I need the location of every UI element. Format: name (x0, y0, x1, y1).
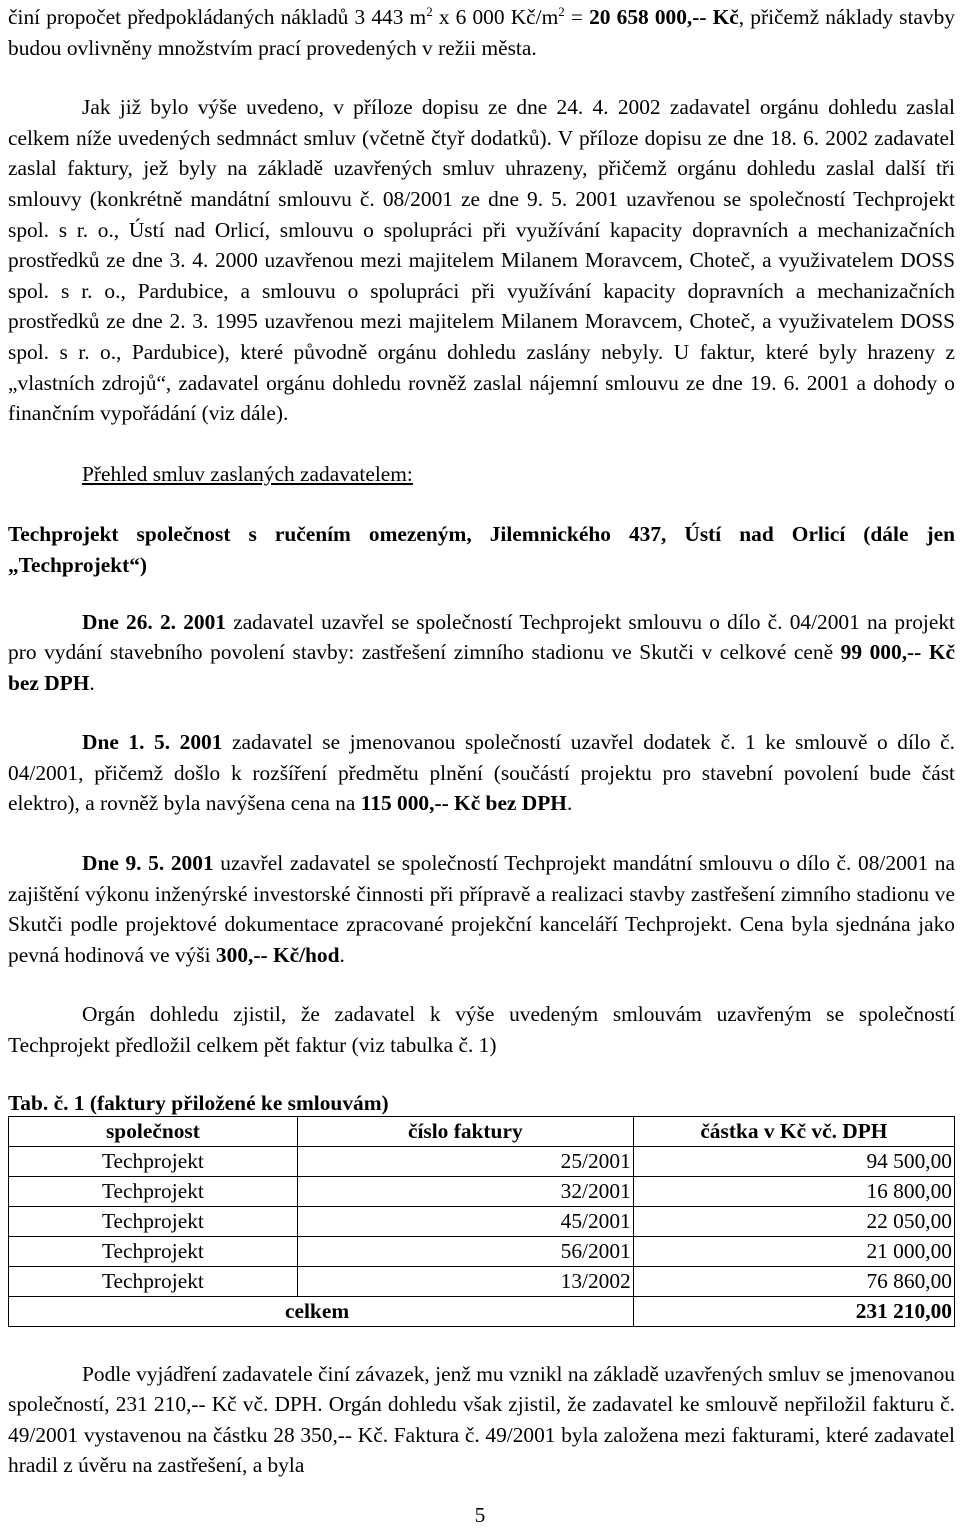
cell-company: Techprojekt (9, 1266, 298, 1296)
invoice-table (8, 1116, 955, 1327)
text-fragment: iní propočet předpokládaných nákladů 3 443 m (17, 5, 427, 29)
document-page (8, 0, 955, 1481)
contract-date: Dne 26. 2. 2001 (82, 609, 226, 634)
bold-amount: 20 658 000,-- Kč (589, 5, 739, 29)
paragraph-contract-1 (8, 607, 955, 699)
cell-amount: 94 500,00 (633, 1146, 954, 1176)
text-fragment: zadavatel uzavřel se společností Techprojekt smlouvu o dílo č. 04/2001 na projekt pro vydání stavebního povolení stavby: zastřešení zimního stadionu ve Skutči v celkové ceně (8, 609, 955, 665)
text-fragment: = (564, 5, 590, 29)
text-fragment: x 6 000 Kč/m (432, 5, 559, 29)
paragraph-contracts-overview: Jak již bylo výše uvedeno, v příloze dopisu ze dne 24. 4. 2002 zadavatel orgánu dohledu zaslal celkem níže uvedených sedmnáct smluv (včetně čtyř dodatků). V příloze dopisu ze dne 18. 6. 2002 zadavatel zaslal faktury, jež byly na základě uzavřených smluv uhrazeny, přičemž orgánu dohledu zaslal další tři smlouvy (konkrétně mandátní smlouvu č. 08/2001 ze dne 9. 5. 2001 uzavřenou se společností Techprojekt spol. s r. o., Ústí nad Orlicí, smlouvu o spolupráci při využívání kapacity dopravních a mechanizačních prostředků ze dne 3. 4. 2000 uzavřenou mezi majitelem Milanem Moravcem, Choteč, a využivatelem DOSS spol. s r. o., Pardubice, a smlouvu o spolupráci při využívání kapacity dopravních a mechanizačních prostředků ze dne 2. 3. 1995 uzavřenou mezi majitelem Milanem Moravcem, Choteč, a využivatelem DOSS spol. s r. o., Pardubice), které původně orgánu dohledu zaslány nebyly. U faktur, které byly hrazeny z „vlastních zdrojů“, zadavatel orgánu dohledu rovněž zaslal nájemní smlouvu ze dne 19. 6. 2001 a dohody o finančním vypořádání (viz dále). (8, 95, 955, 426)
table-caption: Tab. č. 1 (faktury přiložené ke smlouvám) (8, 1090, 389, 1115)
cell-invoice-number: 45/2001 (297, 1206, 633, 1236)
cell-company: Techprojekt (9, 1146, 298, 1176)
paragraph-obligation: Podle vyjádření zadavatele činí závazek, jenž mu vznikl na základě uzavřených smluv se jmenovanou společností, 231 210,-- Kč vč. DPH. Orgán dohledu však zjistil, že zadavatel ke smlouvě nepřiložil fakturu č. 49/2001 vystavenou na částku 28 350,-- Kč. Faktura č. 49/2001 byla založena mezi fakturami, které zadavatel hradil z úvěru na zastřešení, a byla (8, 1361, 955, 1478)
paragraph-cost-estimate (8, 2, 955, 63)
cell-company: Techprojekt (9, 1206, 298, 1236)
cell-invoice-number: 56/2001 (297, 1236, 633, 1266)
table-row (9, 1206, 955, 1236)
superscript: 2 (426, 3, 433, 19)
contract-date: Dne 9. 5. 2001 (82, 851, 214, 876)
text-fragment: uzavřel zadavatel se společností Techprojekt mandátní smlouvu o dílo č. 08/2001 na zajištění výkonu inženýrské investorské činnosti při přípravě a realizaci stavby zastřešení zimního stadionu ve Skutči podle projektové dokumentace zpracované projekční kanceláří Techprojekt. Cena byla sjednána jako pevná hodinová ve výši (8, 851, 955, 967)
text-fragment: . (339, 942, 345, 967)
table-row (9, 1266, 955, 1296)
paragraph-contract-3 (8, 848, 955, 970)
superscript: 2 (558, 3, 565, 19)
text-fragment: . (566, 791, 573, 816)
column-header-company: společnost (9, 1116, 298, 1146)
table-row (9, 1236, 955, 1266)
heading-text: Přehled smluv zaslaných zadavatelem: (82, 461, 413, 486)
text-fragment: , přičemž náklady stavby budou ovlivněny množstvím prací provedených v režii města. (8, 5, 956, 60)
cell-amount: 22 050,00 (633, 1206, 954, 1236)
table-header-row (9, 1116, 955, 1146)
table-row (9, 1176, 955, 1206)
table-row (9, 1146, 955, 1176)
page-number: 5 (474, 1503, 486, 1527)
column-header-invoice-number: číslo faktury (297, 1116, 633, 1146)
text-fragment: zadavatel se jmenovanou společností uzavřel dodatek č. 1 ke smlouvě o dílo č. 04/2001, přičemž došlo k rozšíření předmětu plnění (součástí projektu pro stavební povolení bude část elektro), a rovněž byla navýšena cena na (8, 730, 955, 816)
cell-amount: 16 800,00 (633, 1176, 954, 1206)
contract-date: Dne 1. 5. 2001 (82, 730, 223, 755)
paragraph-invoices-note: Orgán dohledu zjistil, že zadavatel k výše uvedeným smlouvám uzavřeným se společností Techprojekt předložil celkem pět faktur (viz tabulka č. 1) (8, 1002, 955, 1058)
table-total-row (9, 1296, 955, 1326)
total-label: celkem (9, 1296, 634, 1326)
cell-amount: 21 000,00 (633, 1236, 954, 1266)
bold-amount: 115 000,-- Kč bez DPH (360, 791, 567, 816)
cell-invoice-number: 25/2001 (297, 1146, 633, 1176)
text-fragment: č (8, 5, 18, 29)
company-heading: Techprojekt společnost s ručením omezeným, Jilemnického 437, Ústí nad Orlicí (dále jen „Techprojekt“) (8, 522, 955, 577)
total-value: 231 210,00 (633, 1296, 954, 1326)
section-heading (8, 459, 955, 490)
paragraph-contract-2 (8, 727, 955, 819)
bold-amount: 99 000,-- Kč bez DPH (8, 640, 955, 695)
text-fragment: . (89, 670, 95, 695)
cell-invoice-number: 32/2001 (297, 1176, 633, 1206)
bold-amount: 300,-- Kč/hod (215, 942, 340, 967)
cell-company: Techprojekt (9, 1176, 298, 1206)
cell-invoice-number: 13/2002 (297, 1266, 633, 1296)
cell-company: Techprojekt (9, 1236, 298, 1266)
cell-amount: 76 860,00 (633, 1266, 954, 1296)
column-header-amount: částka v Kč vč. DPH (633, 1116, 954, 1146)
